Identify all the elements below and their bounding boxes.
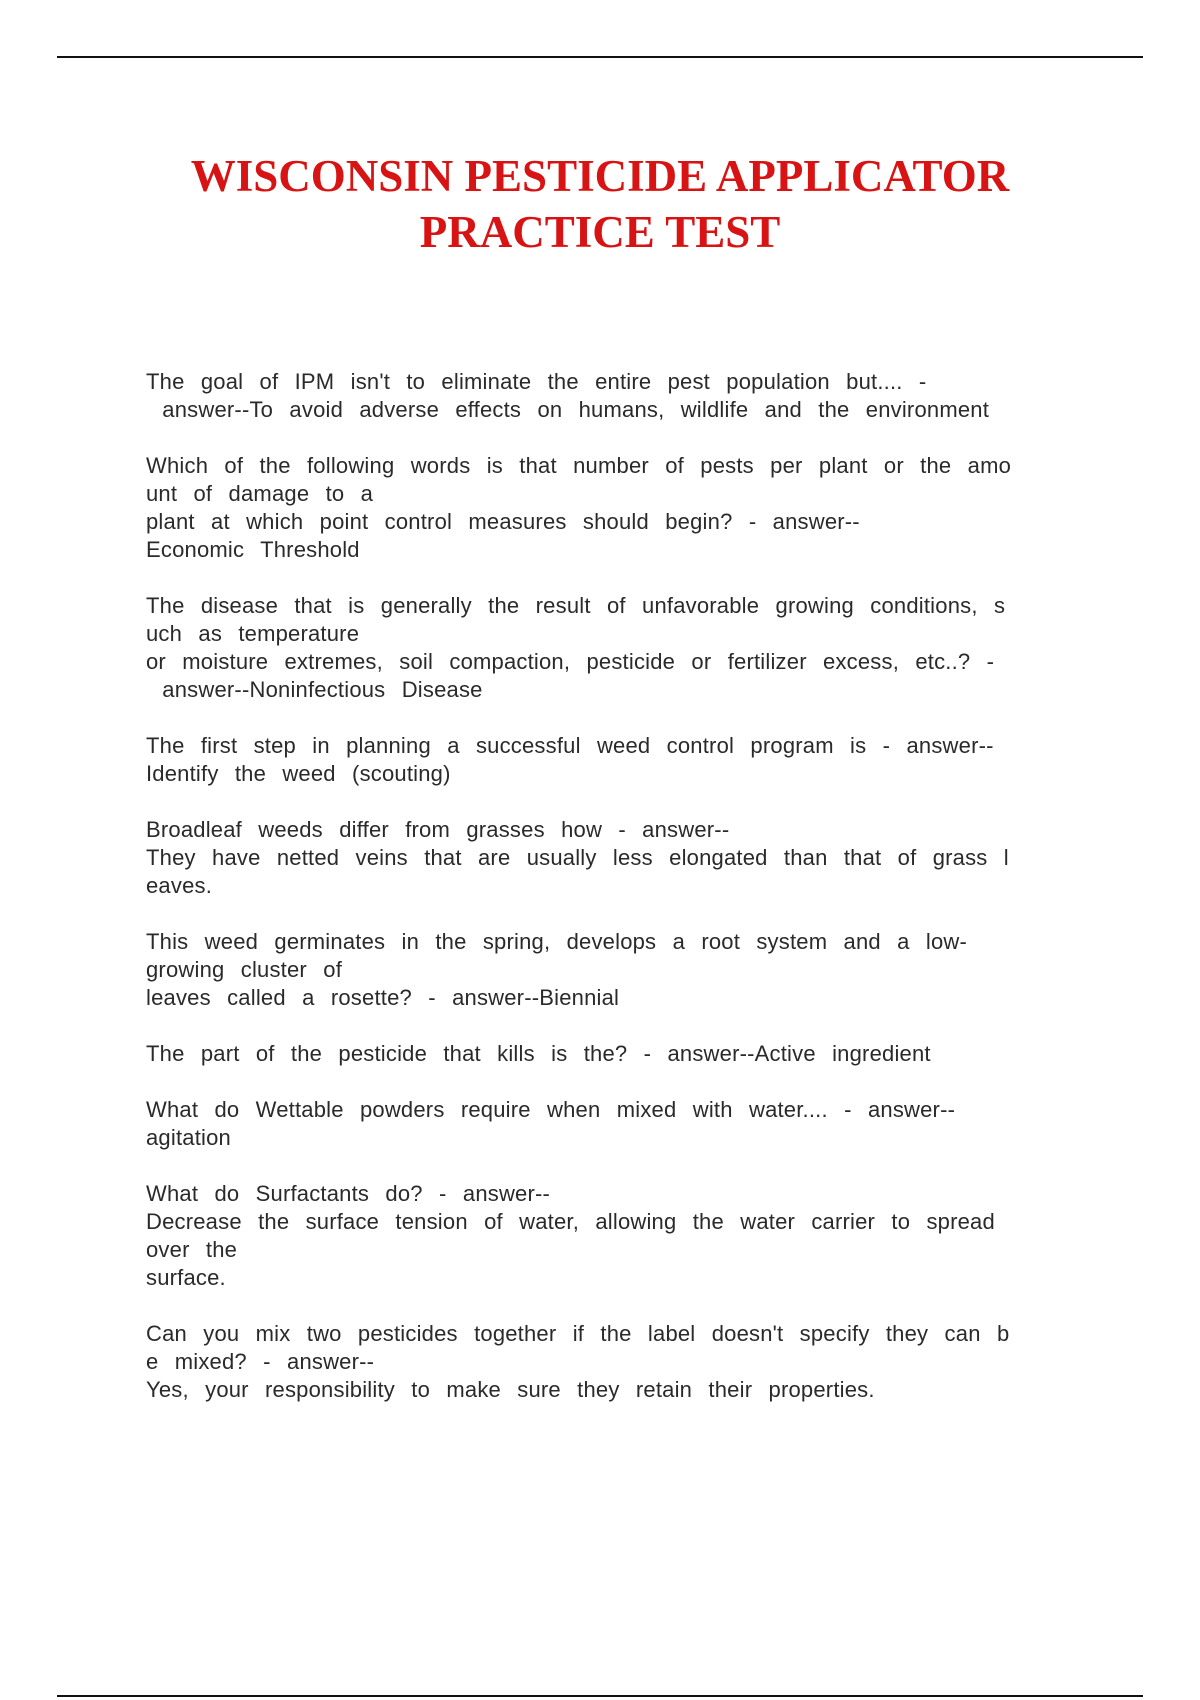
qa-text-line: answer--To avoid adverse effects on humans, wildlife and the environment — [146, 397, 990, 422]
qa-text-line: e mixed? - answer-- — [146, 1349, 375, 1374]
qa-text-line: The first step in planning a successful weed control program is - answer-- — [146, 733, 994, 758]
qa-text-line: What do Wettable powders require when mixed with water.... - answer-- — [146, 1097, 956, 1122]
qa-item — [146, 452, 1086, 564]
qa-text-line: growing cluster of — [146, 957, 343, 982]
qa-text-line: Can you mix two pesticides together if the label doesn't specify they can b — [146, 1321, 1010, 1346]
qa-text-line: leaves called a rosette? - answer--Biennial — [146, 985, 620, 1010]
top-rule — [57, 56, 1143, 58]
qa-text-line: answer--Noninfectious Disease — [146, 677, 483, 702]
qa-item — [146, 1096, 1086, 1152]
qa-text-line: The disease that is generally the result of unfavorable growing conditions, s — [146, 593, 1006, 618]
qa-text-line: Which of the following words is that number of pests per plant or the amo — [146, 453, 1012, 478]
qa-text-line: or moisture extremes, soil compaction, pesticide or fertilizer excess, etc..? - — [146, 649, 995, 674]
qa-item — [146, 1040, 1086, 1068]
qa-text-line: agitation — [146, 1125, 231, 1150]
title-line-2: PRACTICE TEST — [419, 207, 781, 257]
qa-text-line: uch as temperature — [146, 621, 360, 646]
qa-text-line: eaves. — [146, 873, 213, 898]
qa-item — [146, 592, 1086, 704]
qa-item — [146, 816, 1086, 900]
qa-text-line: The part of the pesticide that kills is the? - answer--Active ingredient — [146, 1041, 931, 1066]
qa-text-line: over the — [146, 1237, 238, 1262]
qa-item — [146, 1180, 1086, 1292]
document-title — [100, 148, 1100, 260]
qa-item — [146, 368, 1086, 424]
qa-text-line: What do Surfactants do? - answer-- — [146, 1181, 551, 1206]
qa-item — [146, 732, 1086, 788]
question-answer-list — [146, 368, 1086, 1432]
qa-text-line: unt of damage to a — [146, 481, 374, 506]
qa-text-line: Identify the weed (scouting) — [146, 761, 451, 786]
qa-text-line: Economic Threshold — [146, 537, 360, 562]
qa-text-line: Yes, your responsibility to make sure they retain their properties. — [146, 1377, 875, 1402]
qa-text-line: They have netted veins that are usually less elongated than that of grass l — [146, 845, 1009, 870]
bottom-rule — [57, 1695, 1143, 1697]
qa-text-line: surface. — [146, 1265, 226, 1290]
qa-text-line: plant at which point control measures should begin? - answer-- — [146, 509, 860, 534]
qa-item — [146, 928, 1086, 1012]
qa-text-line: Broadleaf weeds differ from grasses how - answer-- — [146, 817, 730, 842]
qa-text-line: The goal of IPM isn't to eliminate the entire pest population but.... - — [146, 369, 927, 394]
title-line-1: WISCONSIN PESTICIDE APPLICATOR — [190, 151, 1010, 201]
qa-text-line: This weed germinates in the spring, develops a root system and a low- — [146, 929, 968, 954]
qa-text-line: Decrease the surface tension of water, allowing the water carrier to spread — [146, 1209, 995, 1234]
qa-item — [146, 1320, 1086, 1404]
